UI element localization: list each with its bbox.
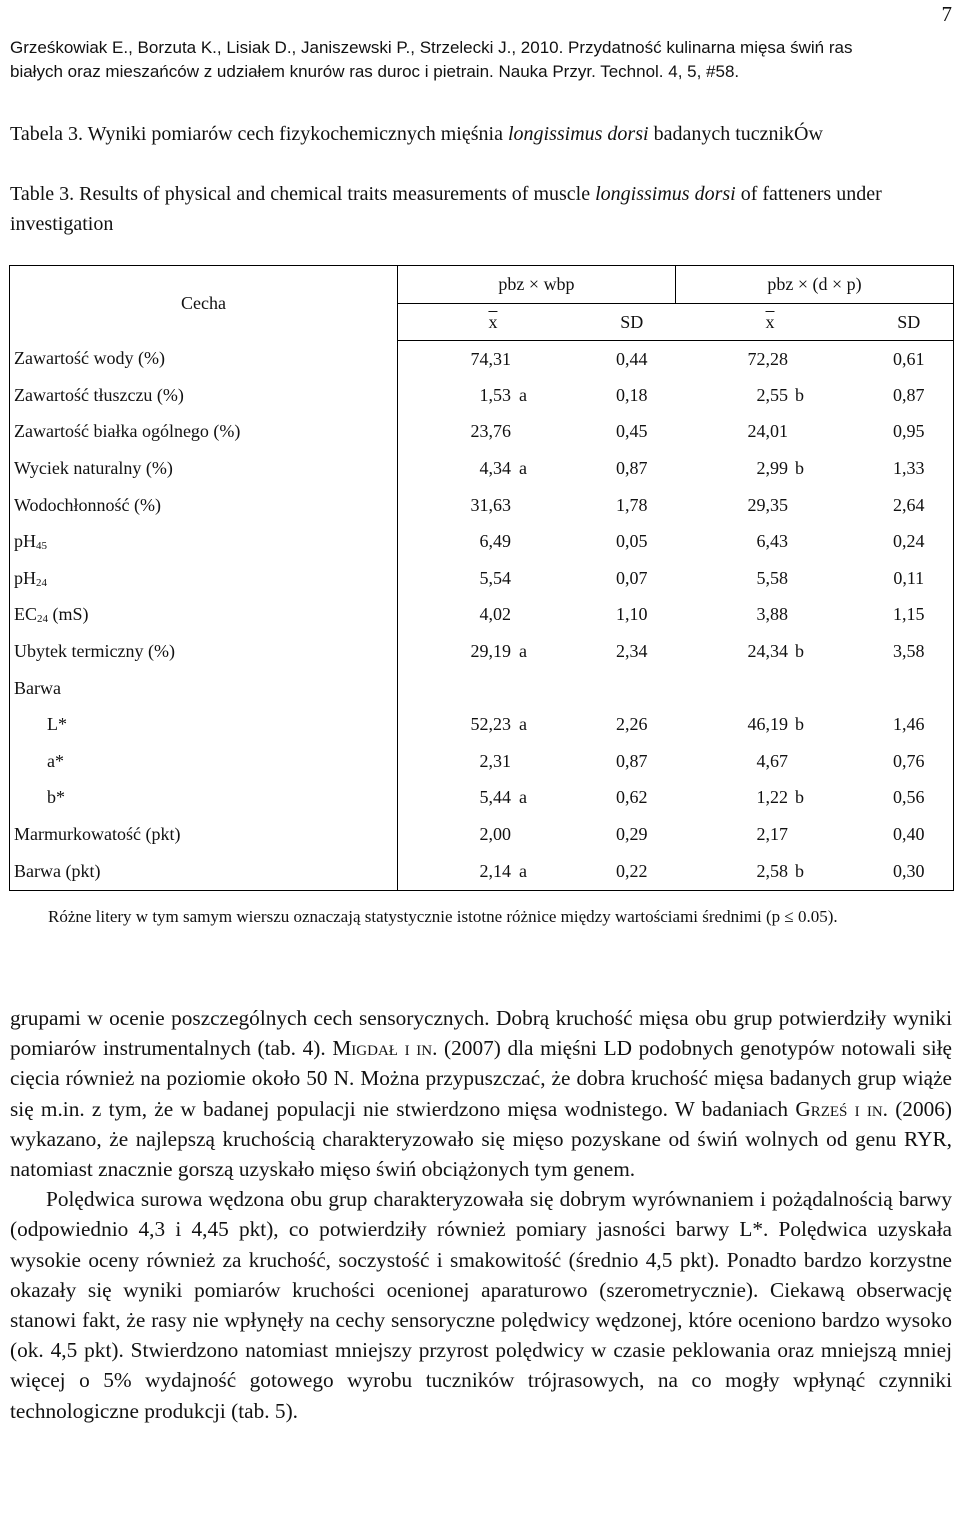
sd-header: SD xyxy=(588,304,676,341)
mean-value xyxy=(675,670,864,707)
sd-value: 1,15 xyxy=(893,604,925,625)
sd-value: 0,87 xyxy=(615,458,648,479)
mean-value: 29,19 a xyxy=(470,641,527,662)
mean-value: 6,43 xyxy=(756,531,788,552)
sd-value: 0,07 xyxy=(615,567,648,588)
mean-value: 5,58 xyxy=(756,567,788,588)
sd-value: 1,46 xyxy=(893,714,925,735)
sd-value xyxy=(588,670,676,707)
paragraph-text: (2006) wykazano, że najlepszą kruchością charakteryzowało się mięso pozyskane od świń wolnych od genu RYR, natomiast znacznie gorszą uzyskało mięso świń obciążonych tym genem. xyxy=(10,1096,952,1182)
table-row xyxy=(10,341,954,378)
sd-value: 0,76 xyxy=(893,750,925,771)
mean-value: 23,76 xyxy=(470,421,511,442)
trait-label: Wodochłonność (%) xyxy=(10,487,398,524)
mean-value: 4,67 xyxy=(756,750,788,771)
mean-value: 1,22 b xyxy=(756,787,804,808)
mean-value: 29,35 xyxy=(747,494,788,515)
trait-column-header: Cecha xyxy=(10,266,398,341)
sd-value: 0,56 xyxy=(893,787,925,808)
mean-value: 31,63 xyxy=(470,494,511,515)
sd-value: 0,95 xyxy=(893,421,925,442)
citation-line: Grześkowiak E., Borzuta K., Lisiak D., Janiszewski P., Strzelecki J., 2010. Przydatność kulinarna mięsa świń ras xyxy=(10,38,853,57)
paragraph-text: (2007) dla mięśni LD podobnych genotypów notowali siłę cięcia również na poziomie około 50 N. Można przypuszczać, że dobra kruchość mięsa badanych grup wiąże się m.in. z tym, że w badanej populacji nie stwierdzono mięsa wodnistego. W badaniach xyxy=(10,1036,953,1121)
sd-value: 3,58 xyxy=(893,641,925,662)
sd-value: 0,30 xyxy=(893,861,925,882)
sd-value: 1,10 xyxy=(615,604,648,625)
sd-header: SD xyxy=(865,304,954,341)
sd-value: 0,24 xyxy=(893,531,925,552)
mean-value: 3,88 xyxy=(756,604,788,625)
table-row xyxy=(10,597,954,634)
caption-italic: longissimus dorsi xyxy=(595,183,736,205)
table-row xyxy=(10,523,954,560)
table-row xyxy=(10,560,954,597)
mean-value: 6,49 xyxy=(479,531,511,552)
sd-value: 2,64 xyxy=(893,494,925,515)
author-reference: Migdał i in. xyxy=(332,1036,438,1061)
sd-value: 0,62 xyxy=(615,787,648,808)
citation-header xyxy=(10,36,955,84)
body-text xyxy=(10,1003,952,1426)
sd-value xyxy=(865,670,954,707)
mean-value: 1,53 a xyxy=(479,384,527,405)
mean-header: $\overline{x}$ xyxy=(398,304,588,341)
sd-value: 2,26 xyxy=(615,714,648,735)
trait-label: L* xyxy=(10,706,398,743)
mean-value xyxy=(398,670,588,707)
sd-value: 1,33 xyxy=(893,458,925,479)
table-row xyxy=(10,633,954,670)
sd-value: 0,18 xyxy=(615,384,648,405)
caption-text: Tabela 3. Wyniki pomiarów cech fizykochemicznych mięśnia xyxy=(10,123,508,145)
sd-value: 0,87 xyxy=(615,750,648,771)
mean-value: 72,28 xyxy=(747,348,788,369)
caption-text: of fatteners under investigation xyxy=(10,183,882,235)
sd-value: 0,61 xyxy=(893,348,925,369)
page-number: 7 xyxy=(941,2,952,26)
table-caption-english xyxy=(10,179,955,239)
trait-label: Zawartość białka ogólnego (%) xyxy=(10,414,398,451)
mean-value: 52,23 a xyxy=(470,714,527,735)
trait-label: Zawartość tłuszczu (%) xyxy=(10,377,398,414)
mean-value: 2,55 b xyxy=(756,384,804,405)
author-reference: Grześ i in. xyxy=(795,1096,888,1121)
table-row xyxy=(10,670,954,707)
table-row xyxy=(10,780,954,817)
mean-value: 24,34 b xyxy=(747,641,804,662)
sd-value: 0,22 xyxy=(615,861,648,882)
sd-value: 0,45 xyxy=(615,421,648,442)
paragraph-text: grupami w ocenie poszczególnych cech sensorycznych. Dobrą kruchość mięsa obu grup potwierdziły wyniki pomiarów instrumentalnych (tab. 4). xyxy=(10,1006,952,1061)
trait-label: Wyciek naturalny (%) xyxy=(10,450,398,487)
table-row xyxy=(10,706,954,743)
mean-header: $\overline{x}$ xyxy=(675,304,864,341)
trait-label: Barwa xyxy=(10,670,398,707)
trait-label: b* xyxy=(10,780,398,817)
sd-value: 0,29 xyxy=(615,824,648,845)
sd-value: 0,40 xyxy=(893,824,925,845)
table-row xyxy=(10,853,954,891)
mean-value: 4,02 xyxy=(479,604,511,625)
trait-label: a* xyxy=(10,743,398,780)
sd-value: 0,87 xyxy=(893,384,925,405)
table-row xyxy=(10,816,954,853)
trait-label: $pH_{45}$ xyxy=(10,523,398,560)
table-row xyxy=(10,743,954,780)
caption-text: Table 3. Results of physical and chemical traits measurements of muscle xyxy=(10,183,596,205)
group-header-pbz-dp: pbz × (d × p) xyxy=(675,266,953,304)
results-table xyxy=(9,265,954,891)
mean-value: 2,31 xyxy=(479,750,511,771)
trait-label: $EC_{24}$ (mS) xyxy=(10,597,398,634)
mean-value: 5,54 xyxy=(479,567,511,588)
mean-value: 2,00 xyxy=(479,824,511,845)
caption-text: badanych tucznikÓw xyxy=(648,123,823,145)
trait-label: Marmurkowatość (pkt) xyxy=(10,816,398,853)
paragraph xyxy=(10,1003,952,1184)
caption-italic: longissimus dorsi xyxy=(507,123,649,145)
mean-value: 2,17 xyxy=(756,824,788,845)
table-row xyxy=(10,450,954,487)
mean-value: 74,31 xyxy=(470,348,511,369)
trait-label: Barwa (pkt) xyxy=(10,853,398,891)
table-caption-polish xyxy=(10,119,955,149)
citation-line: białych oraz mieszańców z udziałem knurów ras duroc i pietrain. Nauka Przyr. Technol. 4, 5, #58. xyxy=(10,62,740,81)
mean-value: 24,01 xyxy=(747,421,788,442)
sd-value: 1,78 xyxy=(615,494,648,515)
table-row xyxy=(10,487,954,524)
mean-value: 46,19 b xyxy=(747,714,804,735)
table-footnote: Różne litery w tym samym wierszu oznaczają statystycznie istotne różnice między wartościami średnimi (p ≤ 0.05). xyxy=(48,907,838,926)
trait-label: Ubytek termiczny (%) xyxy=(10,633,398,670)
mean-value: 4,34 a xyxy=(479,458,527,479)
mean-value: 2,14 a xyxy=(479,861,527,882)
table-row xyxy=(10,377,954,414)
sd-value: 0,11 xyxy=(893,567,925,588)
sd-value: 2,34 xyxy=(615,641,648,662)
mean-value: 2,58 b xyxy=(756,861,804,882)
trait-label: $pH_{24}$ xyxy=(10,560,398,597)
table-row xyxy=(10,414,954,451)
trait-label: Zawartość wody (%) xyxy=(10,341,398,378)
sd-value: 0,44 xyxy=(615,348,648,369)
mean-value: 5,44 a xyxy=(479,787,527,808)
sd-value: 0,05 xyxy=(615,531,648,552)
mean-value: 2,99 b xyxy=(756,458,804,479)
group-header-pbz-wbp: pbz × wbp xyxy=(398,266,676,304)
paragraph: Polędwica surowa wędzona obu grup charakteryzowała się dobrym wyrównaniem i pożądalnością barwy (odpowiednio 4,3 i 4,45 pkt), co potwierdziły również pomiary jasności barwy L*. Polędwica uzyskała wysokie oceny również za kruchość, soczystość i smakowitość (średnio 4,5 pkt). Ponadto bardzo korzystne okazały się wyniki pomiarów kruchości ocenionej aparaturowo (szerometrycznie). Ciekawą obserwację stanowi fakt, że rasy nie wpłynęły na cechy sensoryczne polędwicy wędzonej, które oceniono bardzo wysoko (ok. 4,5 pkt). Stwierdzono natomiast mniejszy przyrost polędwicy w czasie peklowania oraz mniejszą mniej więcej o 5% wydajność gotowego wyrobu tuczników trójrasowych, na co mogły wpłynąć czynniki technologiczne produkcji (tab. 5). xyxy=(10,1187,952,1423)
